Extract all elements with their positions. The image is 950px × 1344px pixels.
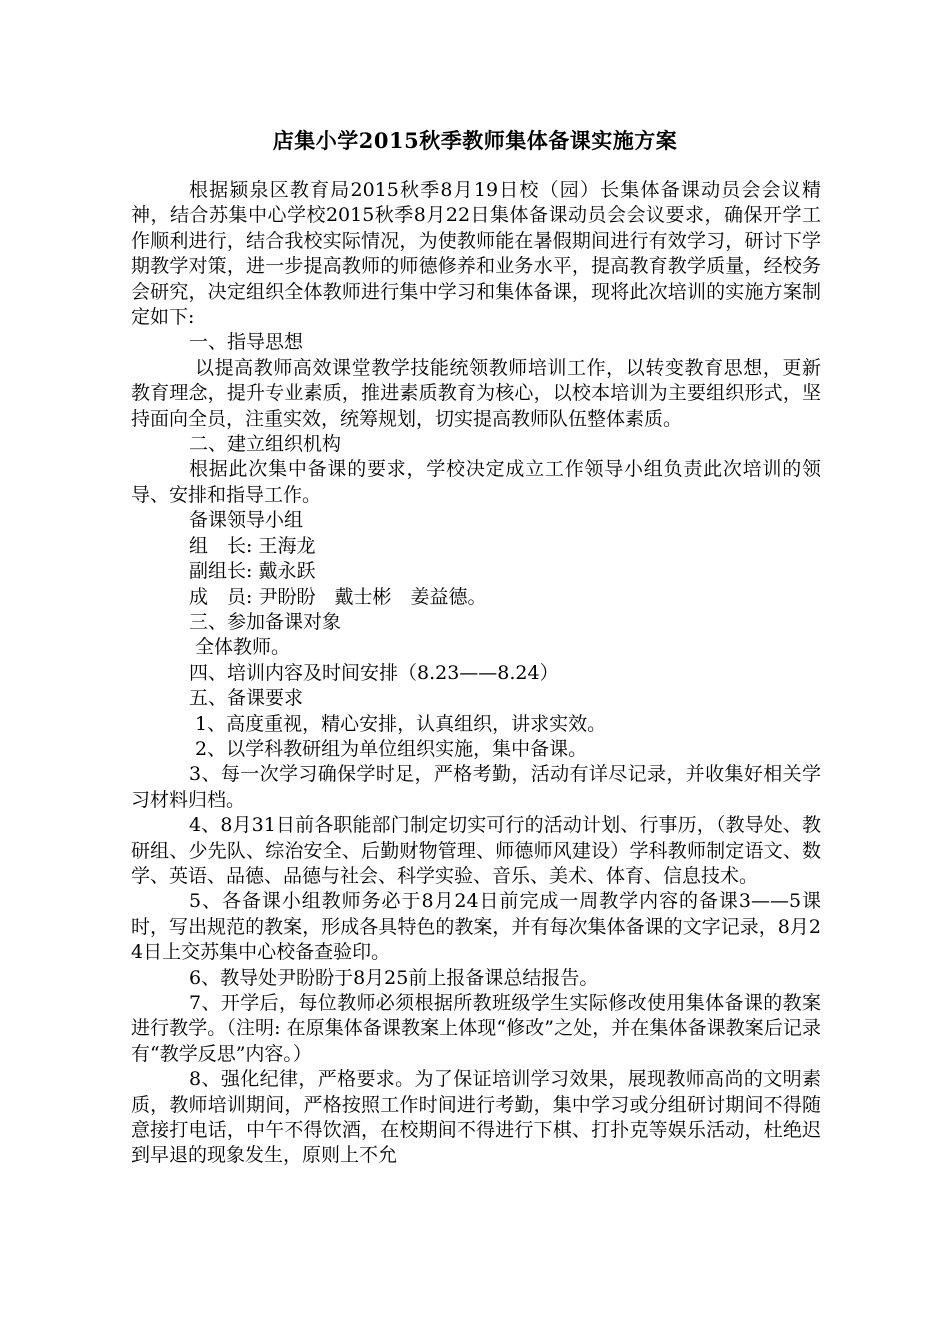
list-item: 5、各备课小组教师务必于8月24日前完成一周教学内容的备课3——5课时，写出规范的教案，形成各具特色的教案，并有每次集体备课的文字记录，8月24日上交苏集中心校备查验印。: [131, 890, 821, 964]
paragraph: 根据颍泉区教育局2015秋季8月19日校（园）长集体备课动员会会议精神，结合苏集中心学校2015秋季8月22日集体备课动员会会议要求，确保开学工作顺利进行，结合我校实际情况，为使教师能在暑假期间进行有效学习，研讨下学期教学对策，进一步提高教师的师德修养和业务水平，提高教育教学质量，经校务会研究，决定组织全体教师进行集中学习和集体备课，现将此次培训的实施方案制定如下:: [131, 179, 821, 329]
paragraph: 全体教师。: [195, 636, 291, 659]
section-heading: 四、培训内容及时间安排（8.23——8.24）: [189, 661, 559, 684]
paragraph: 根据此次集中备课的要求，学校决定成立工作领导小组负责此次培训的领导、安排和指导工作。: [131, 458, 821, 506]
list-item: 成 员: 尹盼盼 戴士彬 姜益德。: [189, 585, 487, 608]
section-heading: 五、备课要求: [189, 687, 304, 710]
list-item: 7、开学后，每位教师必须根据所教班级学生实际修改使用集体备课的教案进行教学。（注明: 在原集体备课教案上体现“修改”之处，并在集体备课教案后记录有“教学反思”内容。）: [131, 992, 821, 1065]
list-item: 4、8月31日前各职能部门制定切实可行的活动计划、行事历，（教导处、教研组、少先队、综治安全、后勤财物管理、师德师风建设）学科教师制定语文、数学、英语、品德、品德与社会、科学实验、音乐、美术、体育、信息技术。: [131, 814, 821, 887]
list-item: 3、每一次学习确保学时足，严格考勤，活动有详尽记录，并收集好相关学习材料归档。: [131, 763, 821, 811]
list-item: 2、以学科教研组为单位组织实施，集中备课。: [195, 737, 588, 760]
document-title: 店集小学2015秋季教师集体备课实施方案: [272, 128, 678, 153]
list-item: 6、教导处尹盼盼于8月25前上报备课总结报告。: [189, 966, 599, 989]
list-item: 备课领导小组: [189, 509, 304, 532]
paragraph: 以提高教师高效课堂教学技能统领教师培训工作，以转变教育思想，更新教育理念，提升专业素质，推进素质教育为核心，以校本培训为主要组织形式，坚持面向全员，注重实效，统筹规划，切实提高教师队伍整体素质。: [131, 356, 821, 430]
document-body: [131, 178, 821, 1169]
section-heading: 一、指导思想: [189, 331, 304, 354]
list-item: 副组长: 戴永跃: [189, 560, 316, 583]
section-heading: 三、参加备课对象: [189, 610, 342, 633]
list-item: 1、高度重视，精心安排，认真组织，讲求实效。: [195, 712, 607, 735]
section-heading: 二、建立组织机构: [189, 433, 342, 456]
list-item: 8、强化纪律，严格要求。为了保证培训学习效果，展现教师高尚的文明素质，教师培训期间，严格按照工作时间进行考勤，集中学习或分组研讨期间不得随意接打电话，中午不得饮酒，在校期间不得进行下棋、打扑克等娱乐活动，杜绝迟到早退的现象发生，原则上不允: [131, 1068, 821, 1167]
list-item: 组 长: 王海龙: [189, 534, 316, 557]
